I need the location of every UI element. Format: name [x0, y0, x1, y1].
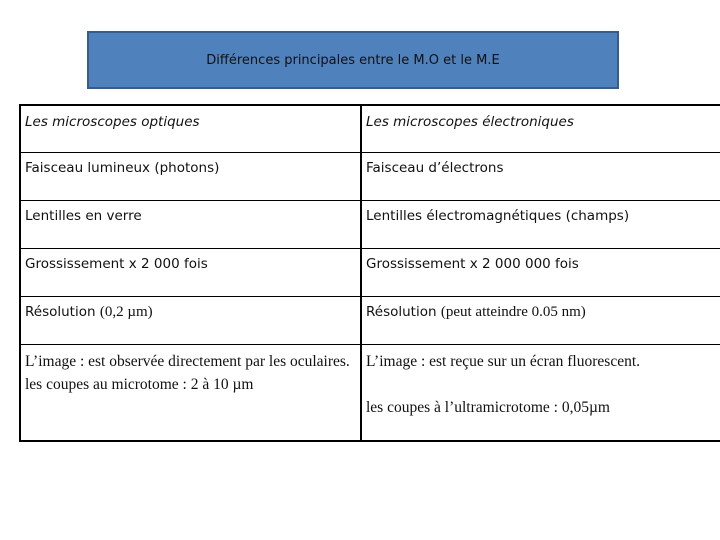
cell-optical-lenses: Lentilles en verre [20, 200, 361, 248]
electronic-image-text: L’image : est reçue sur un écran fluorescent. [366, 352, 641, 370]
cell-electronic-resolution [361, 296, 720, 344]
cell-electronic-image [361, 344, 720, 441]
cell-electronic-lenses: Lentilles électromagnétiques (champs) [361, 200, 720, 248]
cell-electronic-magnification: Grossissement x 2 000 000 fois [361, 248, 720, 296]
cell-electronic-source: Faisceau d’électrons [361, 152, 720, 200]
cell-optical-resolution [20, 296, 361, 344]
optical-image-text: L’image : est observée directement par les oculaires. [25, 352, 350, 370]
cell-optical-image [20, 344, 361, 441]
cell-optical-source: Faisceau lumineux (photons) [20, 152, 361, 200]
slide-title-box [87, 31, 619, 89]
resolution-label: Résolution [25, 303, 100, 320]
table-row [20, 152, 720, 200]
resolution-value: (peut atteindre 0.05 nm) [440, 303, 586, 320]
comparison-table [19, 104, 720, 442]
header-electronic: Les microscopes électroniques [361, 105, 720, 152]
resolution-label: Résolution [366, 303, 441, 320]
table-row [20, 200, 720, 248]
table-row [20, 248, 720, 296]
electronic-sections-text: les coupes à l’ultramicrotome : 0,05µm [366, 398, 610, 416]
resolution-value: (0,2 µm) [99, 303, 153, 320]
slide-title: Différences principales entre le M.O et le M.E [206, 52, 500, 68]
header-optical: Les microscopes optiques [20, 105, 361, 152]
table-row [20, 344, 720, 441]
table-row [20, 296, 720, 344]
table-header-row [20, 105, 720, 152]
optical-sections-text: les coupes au microtome : 2 à 10 µm [25, 375, 254, 393]
cell-optical-magnification: Grossissement x 2 000 fois [20, 248, 361, 296]
